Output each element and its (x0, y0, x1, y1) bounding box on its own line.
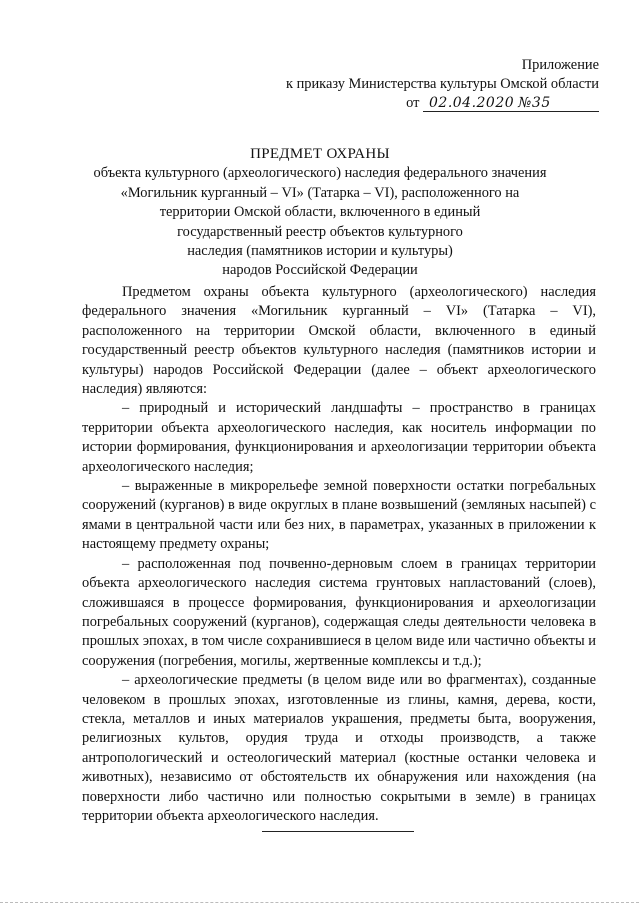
list-item-soil-layers: – расположенная под почвенно-дерновым слоем в границах территории объекта археологического наследия система грунтовых напластований (слоев), сложившаяся в процессе формирования, функционирования и археологизации погребальных сооружений (курганов), содержащая следы деятельности человека в прошлых эпохах, в том числе сохранившиеся в целом виде или частично объекты и сооружения (погребения, могилы, жертвенные комплексы и т.д.); (82, 555, 596, 669)
appendix-header (286, 56, 599, 113)
document-body (82, 283, 596, 826)
handwritten-date: 02.04.2020 (429, 95, 515, 111)
title-line: «Могильник курганный – VI» (Татарка – VI), расположенного на (120, 184, 520, 201)
list-item-burial-mounds: – выраженные в микрорельефе земной поверхности остатки погребальных сооружений (курганов) в виде округлых в плане возвышений (земляных насыпей) с ямами в центральной части или без них, в параметрах, указанных в приложении к настоящему предмету охраны; (82, 478, 596, 553)
title-line: государственный реестр объектов культурного (177, 223, 463, 240)
title-line: наследия (памятников истории и культуры) (187, 243, 453, 260)
date-prefix: от (406, 95, 420, 111)
title-line: объекта культурного (археологического) наследия федерального значения (93, 165, 547, 182)
appendix-label: Приложение (521, 57, 599, 73)
appendix-date-line (286, 94, 599, 113)
scan-bottom-edge (0, 902, 639, 903)
title-line: территории Омской области, включенного в единый (159, 204, 481, 221)
title-heading: ПРЕДМЕТ ОХРАНЫ (250, 146, 390, 162)
number-sign: № (518, 95, 532, 111)
list-item-landscape: – природный и исторический ландшафты – пространство в границах территории объекта археологического наследия, как носитель информации по истории формирования, функционирования и археологизации территории объекта археологического наследия; (82, 400, 596, 475)
closing-separator-line (262, 831, 414, 832)
intro-paragraph: Предметом охраны объекта культурного (археологического) наследия федерального значения «Могильник курганный – VI» (Татарка – VI), расположенного на территории Омской области, включенного в единый государственный реестр объектов культурного наследия (памятников истории и культуры) народов Российской Федерации (далее – объект археологического наследия) являются: (82, 284, 596, 398)
handwritten-number: 35 (531, 95, 551, 111)
appendix-order-reference: к приказу Министерства культуры Омской области (286, 76, 599, 92)
title-line: народов Российской Федерации (222, 262, 418, 279)
handwritten-date-number (423, 95, 599, 112)
list-item-artifacts: – археологические предметы (в целом виде или во фрагментах), созданные человеком в прошлых эпохах, изготовленные из глины, камня, дерева, кости, стекла, металлов и иных материалов украшения, предметы быта, вооружения, религиозных культов, орудия труда и отходы производств, а также антропологический и остеологический материал (костные останки человека и животных), независимо от обстоятельств их обнаружения или нахождения (на поверхности либо частично или полностью сокрытыми в земле) в границах территории объекта археологического наследия. (82, 672, 596, 824)
document-title (80, 145, 560, 281)
